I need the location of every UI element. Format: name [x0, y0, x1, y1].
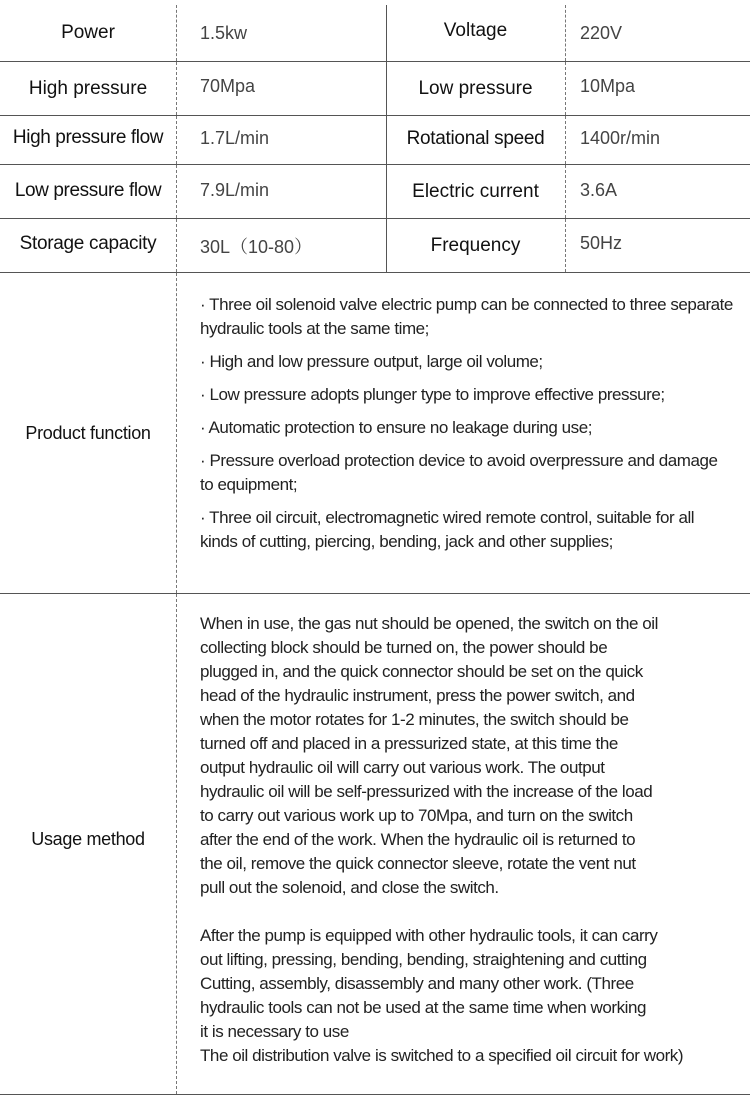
spec-row-capacity-frequency: [0, 219, 750, 272]
power-label: Power: [61, 22, 115, 43]
voltage-label: Voltage: [443, 20, 508, 41]
usage-paragraph-2: [200, 924, 745, 1068]
usage-line: plugged in, and the quick connector should be set on the quick: [200, 662, 643, 681]
function-bullet: · High and low pressure output, large oil volume;: [200, 352, 543, 371]
usage-line: turned off and placed in a pressurized state, at this time the: [200, 734, 618, 753]
usage-line: After the pump is equipped with other hydraulic tools, it can carry: [200, 926, 658, 945]
electric-current-value: 3.6A: [580, 180, 618, 200]
usage-line: it is necessary to use: [200, 1022, 349, 1041]
usage-line: out lifting, pressing, bending, bending, straightening and cutting: [200, 950, 647, 969]
frequency-value: 50Hz: [580, 232, 623, 253]
rotational-speed-label: Rotational speed: [406, 128, 545, 149]
low-pressure-flow-value: 7.9L/min: [200, 180, 270, 200]
usage-line: head of the hydraulic instrument, press the power switch, and: [200, 686, 635, 705]
usage-line: collecting block should be turned on, the power should be: [200, 638, 608, 657]
usage-method-label: Usage method: [31, 828, 145, 849]
usage-method-row: [0, 594, 750, 1094]
usage-line: when the motor rotates for 1-2 minutes, the switch should be: [200, 710, 629, 729]
usage-line: hydraulic tools can not be used at the same time when working: [200, 998, 646, 1017]
usage-line: to carry out various work up to 70Mpa, and turn on the switch: [200, 806, 633, 825]
usage-paragraph-1: [200, 612, 745, 900]
frequency-label: Frequency: [430, 234, 521, 256]
low-pressure-value: 10Mpa: [580, 75, 636, 96]
function-bullet: · Low pressure adopts plunger type to improve effective pressure;: [200, 385, 665, 404]
low-pressure-label: Low pressure: [418, 77, 533, 99]
power-value: 1.5kw: [200, 22, 248, 43]
product-function-list: [200, 293, 735, 563]
product-function-label: Product function: [25, 422, 151, 443]
usage-line: hydraulic oil will be self-pressurized with the increase of the load: [200, 782, 653, 801]
high-pressure-value: 70Mpa: [200, 75, 256, 96]
usage-line: When in use, the gas nut should be opened, the switch on the oil: [200, 614, 658, 633]
usage-line: Cutting, assembly, disassembly and many other work. (Three: [200, 974, 634, 993]
voltage-value: 220V: [580, 22, 623, 43]
storage-capacity-value: 30L（10-80）: [200, 236, 313, 257]
high-pressure-label: High pressure: [28, 77, 148, 99]
spec-row-power: [0, 5, 750, 61]
spec-row-flow-speed: [0, 116, 750, 164]
high-pressure-flow-label: High pressure flow: [12, 127, 164, 148]
usage-line: output hydraulic oil will carry out various work. The output: [200, 758, 605, 777]
usage-method-text: [200, 612, 745, 1068]
product-function-row: [0, 273, 750, 593]
low-pressure-flow-label: Low pressure flow: [14, 179, 162, 201]
usage-line: after the end of the work. When the hydraulic oil is returned to: [200, 830, 636, 849]
rotational-speed-value: 1400r/min: [580, 127, 661, 148]
spec-row-pressure: [0, 62, 750, 115]
function-bullet: · Three oil circuit, electromagnetic wired remote control, suitable for all kinds of cutting, piercing, bending, jack and other supplies;: [200, 508, 695, 551]
usage-line: The oil distribution valve is switched to a specified oil circuit for work): [200, 1046, 684, 1065]
function-bullet: · Automatic protection to ensure no leakage during use;: [200, 418, 593, 437]
electric-current-label: Electric current: [412, 180, 539, 202]
high-pressure-flow-value: 1.7L/min: [200, 127, 270, 148]
spec-row-flow-current: [0, 165, 750, 218]
storage-capacity-label: Storage capacity: [19, 233, 157, 254]
function-bullet: · Pressure overload protection device to avoid overpressure and damage to equipment;: [200, 451, 718, 494]
usage-line: the oil, remove the quick connector sleeve, rotate the vent nut: [200, 854, 636, 873]
function-bullet: · Three oil solenoid valve electric pump can be connected to three separate hydraulic tools at the same time;: [200, 295, 733, 338]
usage-line: pull out the solenoid, and close the switch.: [200, 878, 499, 897]
